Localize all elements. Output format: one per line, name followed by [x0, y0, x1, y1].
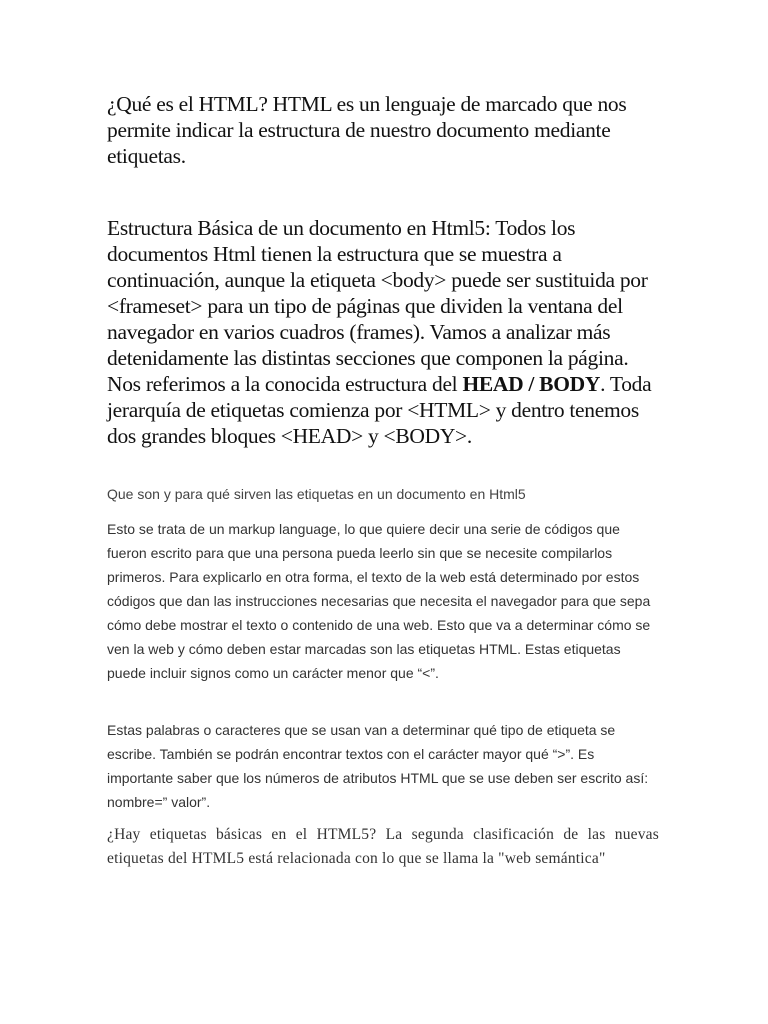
structure-paragraph — [107, 215, 667, 449]
head-body-bold: HEAD / BODY — [462, 372, 601, 396]
markup-paragraph: Esto se trata de un markup language, lo que quiere decir una serie de códigos que fueron escrito para que una persona pueda leerlo sin que se necesite compilarlos primeros. Para explicarlo en otra forma, el texto de la web está determinado por estos códigos que dan las instrucciones necesarias que necesita el navegador para que sepa cómo debe mostrar el texto o contenido de una web. Esto que va a determinar cómo se ven la web y cómo deben estar marcadas son las etiquetas HTML. Estas etiquetas puede incluir signos como un carácter menor que “<”. — [107, 521, 651, 681]
section-heading: Que son y para qué sirven las etiquetas en un documento en Html5 — [107, 486, 526, 502]
structure-text-after: . Toda jerarquía de etiquetas comienza por <HTML> y dentro tenemos dos grandes bloques <HEAD> y <BODY>. — [107, 372, 652, 448]
characters-paragraph: Estas palabras o caracteres que se usan van a determinar qué tipo de etiqueta se escribe. También se podrán encontrar textos con el carácter mayor qué “>”. Es importante saber que los números de atributos HTML que se use deben ser escrito así: nombre=” valor”. — [107, 722, 649, 810]
intro-paragraph: ¿Qué es el HTML? HTML es un lenguaje de marcado que nos permite indicar la estructura de nuestro documento mediante etiquetas. — [107, 92, 627, 168]
structure-text-before: Estructura Básica de un documento en Html5: Todos los documentos Html tienen la estructura que se muestra a continuación, aunque la etiqueta <body> puede ser sustituida por <frameset> para un tipo de páginas que dividen la ventana del navegador en varios cuadros (frames). Vamos a analizar más detenidamente las distintas secciones que componen la página. Nos referimos a la conocida estructura del — [107, 216, 648, 396]
html5-paragraph: ¿Hay etiquetas básicas en el HTML5? La segunda clasificación de las nuevas etiquetas del HTML5 está relacionada con lo que se llama la "web semántica" — [107, 826, 659, 867]
